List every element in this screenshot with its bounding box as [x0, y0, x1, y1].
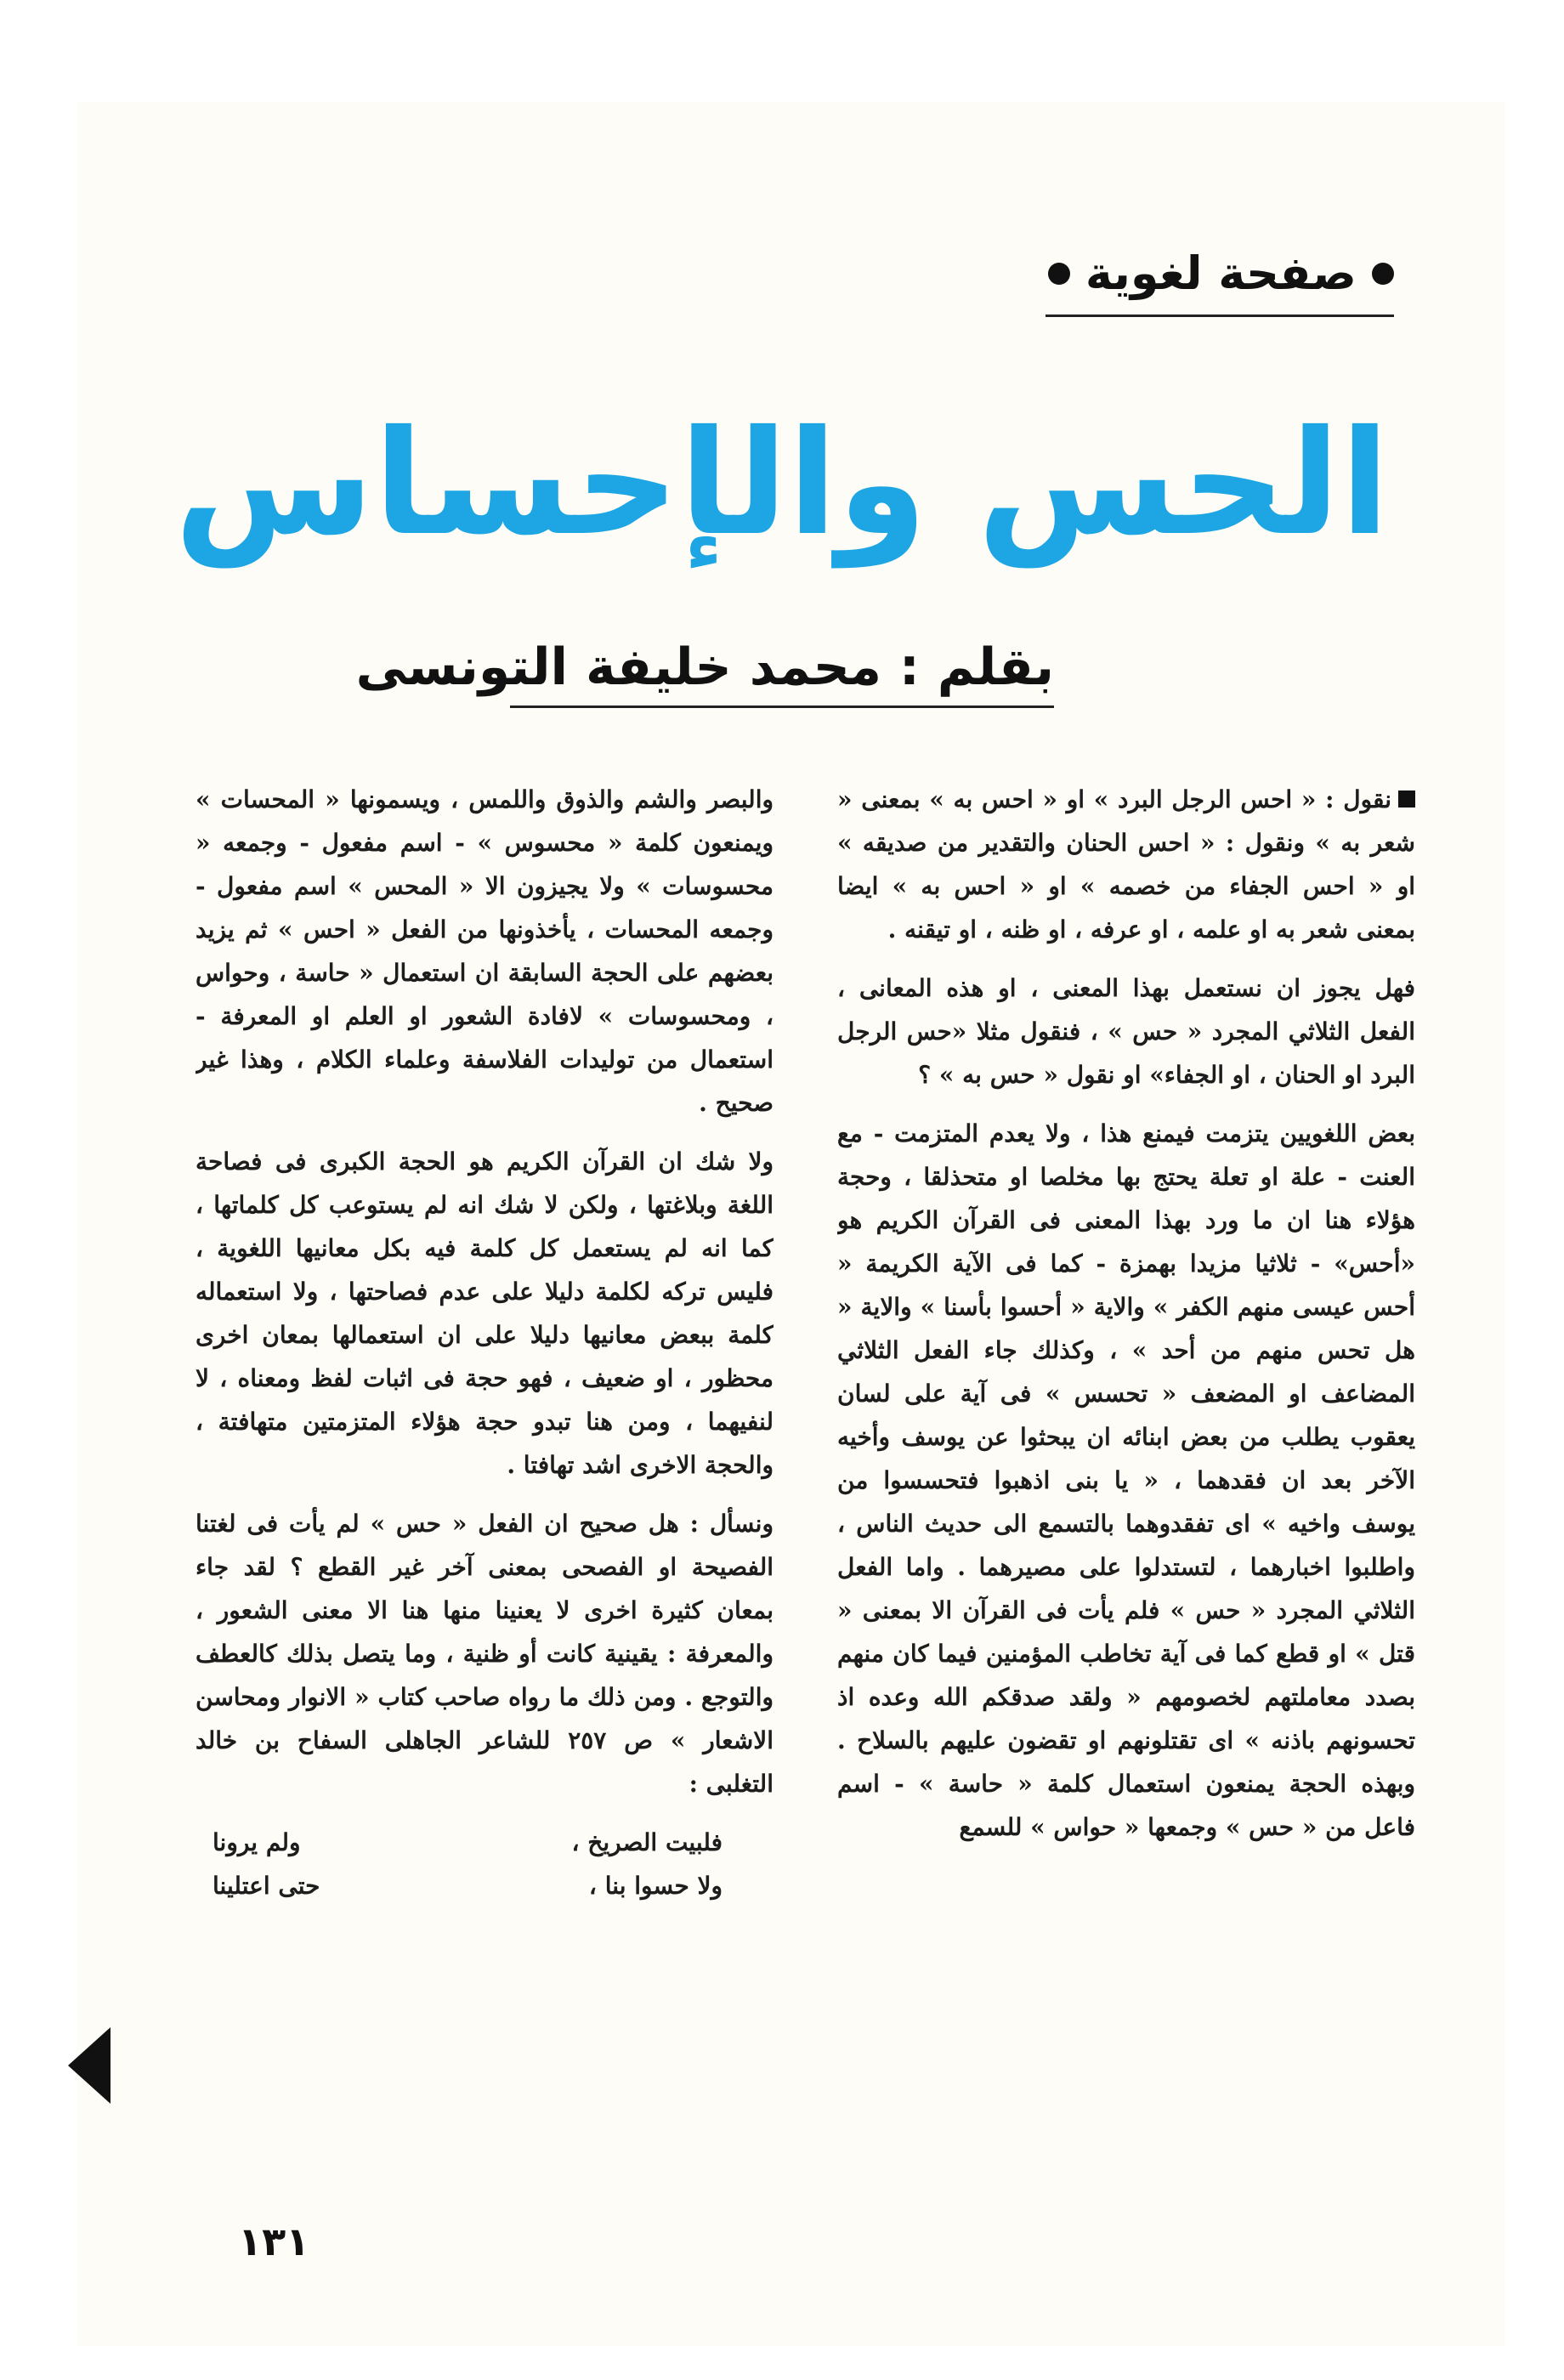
- bullet-icon: [1372, 263, 1394, 285]
- verse-hemistich: ولا حسوا بنا ،: [588, 1872, 722, 1900]
- left-column: [196, 778, 774, 2155]
- author-byline: بقلم : محمد خليفة التونسى: [355, 638, 1054, 697]
- square-bullet-icon: [1398, 790, 1415, 808]
- right-column: [837, 778, 1415, 2155]
- verse-line: [196, 1864, 774, 1907]
- verse-hemistich: حتى اعتلينا: [212, 1872, 320, 1900]
- paragraph: فهل يجوز ان نستعمل بهذا المعنى ، او هذه المعانى ، الفعل الثلاثي المجرد « حس » ، فنقول مثلا «حس الرجل البرد او الحنان ، او الجفاء» او نقول « حس به » ؟: [837, 974, 1415, 1089]
- paragraph: بعض اللغويين يتزمت فيمنع هذا ، ولا يعدم المتزمت - مع العنت - علة او تعلة يحتج بها مخلصا او متحذلقا ، وحجة هؤلاء هنا ان ما ورد بهذا المعنى فى القرآن الكريم هو «أحس» - ثلاثيا مزيدا بهمزة - كما فى الآية الكريمة « أحس عيسى منهم الكفر » والاية « أحسوا بأسنا » والاية « هل تحس منهم من أحد » ، وكذلك جاء الفعل الثلاثي المضاعف او المضعف « تحسس » فى آية على لسان يعقوب يطلب من بعض ابنائه ان يبحثوا عن يوسف وأخيه الآخر بعد ان فقدهما ، « يا بنى اذهبوا فتحسسوا من يوسف واخيه » اى تفقدوهما بالتسمع الى حديث الناس ، واطلبوا اخبارهما ، لتستدلوا على مصيرهما . واما الفعل الثلاثي المجرد « حس » فلم يأت فى القرآن الا بمعنى « قتل » او قطع كما فى آية تخاطب المؤمنين فيما كان منهم بصدد معاملتهم لخصومهم « ولقد صدقكم الله وعده اذ تحسونهم باذنه » اى تقتلونهم او تقضون عليهم بالسلاح . وبهذه الحجة يمنعون استعمال كلمة « حاسة » - اسم فاعل من « حس » وجمعها « حواس » للسمع: [837, 1119, 1415, 1841]
- verse-hemistich: فلبيت الصريخ ،: [571, 1828, 722, 1856]
- paragraph: ونسأل : هل صحيح ان الفعل « حس » لم يأت فى لغتنا الفصيحة او الفصحى بمعنى آخر غير القطع ؟ لقد جاء بمعان كثيرة اخرى لا يعنينا منها هنا الا معنى الشعور ، والمعرفة : يقينية كانت أو ظنية ، وما يتصل بذلك كالعطف والتوجع . ومن ذلك ما رواه صاحب كتاب « الانوار ومحاسن الاشعار » ص ٢٥٧ للشاعر الجاهلى السفاح بن خالد التغلبى :: [196, 1510, 774, 1798]
- verse-line: [196, 1821, 774, 1864]
- paragraph: نقول : « احس الرجل البرد » او « احس به » بمعنى « شعر به » ونقول : « احس الحنان والتقدير من صديقه » او « احس الجفاء من خصمه » او « احس به » ايضا بمعنى شعر به او علمه ، او عرفه ، او ظنه ، او تيقنه .: [837, 785, 1415, 944]
- section-underline: [1046, 314, 1394, 317]
- verse-hemistich: ولم يرونا: [212, 1828, 301, 1856]
- section-label: صفحة لغوية: [1085, 246, 1357, 300]
- bullet-icon: [1048, 263, 1070, 285]
- section-tag: [1048, 246, 1394, 300]
- page-number: ١٣١: [238, 2218, 310, 2264]
- paragraph: ولا شك ان القرآن الكريم هو الحجة الكبرى فى فصاحة اللغة وبلاغتها ، ولكن لا شك انه لم يستوعب كل كلماتها ، كما انه لم يستعمل كل كلمة فيه بكل معانيها اللغوية ، فليس تركه لكلمة دليلا على عدم فصاحتها ، ولا استعماله كلمة ببعض معانيها دليلا على ان استعمالها بمعان اخرى محظور ، او ضعيف ، فهو حجة فى اثبات لفظ ومعناه ، لا لنفيهما ، ومن هنا تبدو حجة هؤلاء المتزمتين متهافتة ، والحجة الاخرى اشد تهافتا .: [196, 1148, 774, 1479]
- continue-arrow-icon: [68, 2027, 110, 2104]
- byline-underline: [510, 706, 1054, 708]
- paragraph: والبصر والشم والذوق واللمس ، ويسمونها « المحسات » ويمنعون كلمة « محسوس » - اسم مفعول - وجمعه « محسوسات » ولا يجيزون الا « المحس » اسم مفعول - وجمعه المحسات ، يأخذونها من الفعل « احس » ثم يزيد بعضهم على الحجة السابقة ان استعمال « حاسة ، وحواس ، ومحسوسات » لافادة الشعور او العلم او المعرفة - استعمال من توليدات الفلاسفة وعلماء الكلام ، وهذا غير صحيح .: [196, 785, 774, 1117]
- article-title: الحس والإحساس: [174, 400, 1390, 568]
